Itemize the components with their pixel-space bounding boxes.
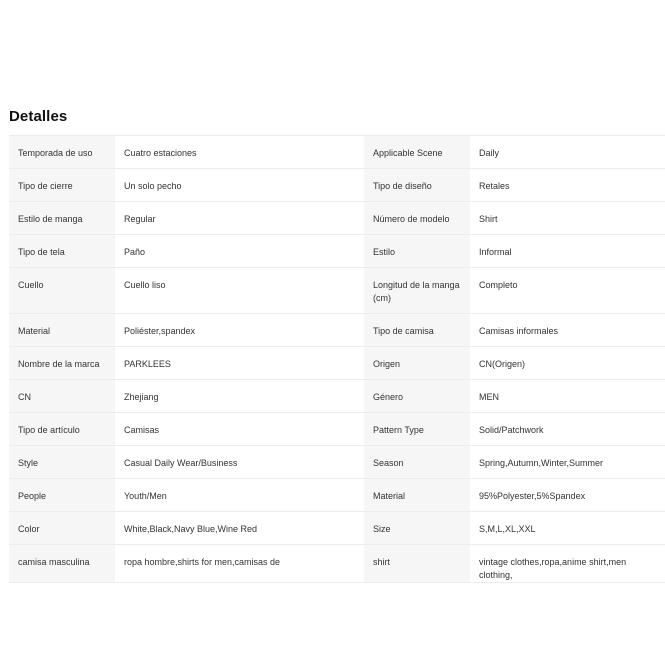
table-row: [9, 479, 665, 512]
attribute-value: Regular: [115, 202, 364, 235]
attribute-label: Género: [364, 380, 470, 413]
attribute-value: Cuello liso: [115, 268, 364, 314]
attribute-value: Zhejiang: [115, 380, 364, 413]
attribute-value: Daily: [470, 136, 665, 169]
attribute-value: Cuatro estaciones: [115, 136, 364, 169]
attribute-value: Casual Daily Wear/Business: [115, 446, 364, 479]
table-row: [9, 446, 665, 479]
attribute-value: ropa hombre,shirts for men,camisas de: [115, 545, 364, 583]
attribute-label: Season: [364, 446, 470, 479]
attribute-label: Tipo de cierre: [9, 169, 115, 202]
attribute-value: Retales: [470, 169, 665, 202]
attribute-value: S,M,L,XL,XXL: [470, 512, 665, 545]
attribute-label: Temporada de uso: [9, 136, 115, 169]
attribute-label: Tipo de tela: [9, 235, 115, 268]
attribute-label: Style: [9, 446, 115, 479]
attribute-label: camisa masculina: [9, 545, 115, 583]
attribute-label: Longitud de la manga (cm): [364, 268, 470, 314]
attribute-label: Tipo de camisa: [364, 314, 470, 347]
attribute-value: PARKLEES: [115, 347, 364, 380]
attribute-value: CN(Origen): [470, 347, 665, 380]
attribute-value: Camisas informales: [470, 314, 665, 347]
attribute-value: Un solo pecho: [115, 169, 364, 202]
attribute-label: shirt: [364, 545, 470, 583]
attribute-label: Número de modelo: [364, 202, 470, 235]
details-table-container: [9, 135, 665, 580]
attribute-value: Completo: [470, 268, 665, 314]
attribute-label: Cuello: [9, 268, 115, 314]
table-row: [9, 314, 665, 347]
table-row: [9, 512, 665, 545]
attribute-value: Youth/Men: [115, 479, 364, 512]
attribute-value: Poliéster,spandex: [115, 314, 364, 347]
attribute-value: Paño: [115, 235, 364, 268]
attribute-label: People: [9, 479, 115, 512]
attribute-label: Material: [364, 479, 470, 512]
attribute-value: MEN: [470, 380, 665, 413]
table-row: [9, 413, 665, 446]
attribute-label: Pattern Type: [364, 413, 470, 446]
attribute-label: Size: [364, 512, 470, 545]
table-row: [9, 169, 665, 202]
attribute-value: Informal: [470, 235, 665, 268]
table-row: [9, 235, 665, 268]
table-row: [9, 202, 665, 235]
attribute-label: Nombre de la marca: [9, 347, 115, 380]
attribute-value: Spring,Autumn,Winter,Summer: [470, 446, 665, 479]
table-row: [9, 136, 665, 169]
attribute-label: Origen: [364, 347, 470, 380]
attribute-value: Shirt: [470, 202, 665, 235]
table-row: [9, 268, 665, 314]
table-row: [9, 380, 665, 413]
table-row: [9, 347, 665, 380]
table-row: [9, 545, 665, 583]
details-table: [9, 136, 665, 583]
attribute-label: Estilo: [364, 235, 470, 268]
attribute-label: Material: [9, 314, 115, 347]
attribute-label: CN: [9, 380, 115, 413]
attribute-label: Tipo de diseño: [364, 169, 470, 202]
attribute-label: Applicable Scene: [364, 136, 470, 169]
attribute-label: Tipo de artículo: [9, 413, 115, 446]
details-section-title: Detalles: [9, 108, 68, 125]
attribute-label: Estilo de manga: [9, 202, 115, 235]
attribute-value: Camisas: [115, 413, 364, 446]
attribute-value: 95%Polyester,5%Spandex: [470, 479, 665, 512]
attribute-value: vintage clothes,ropa,anime shirt,men clothing,: [470, 545, 665, 583]
attribute-label: Color: [9, 512, 115, 545]
attribute-value: Solid/Patchwork: [470, 413, 665, 446]
attribute-value: White,Black,Navy Blue,Wine Red: [115, 512, 364, 545]
